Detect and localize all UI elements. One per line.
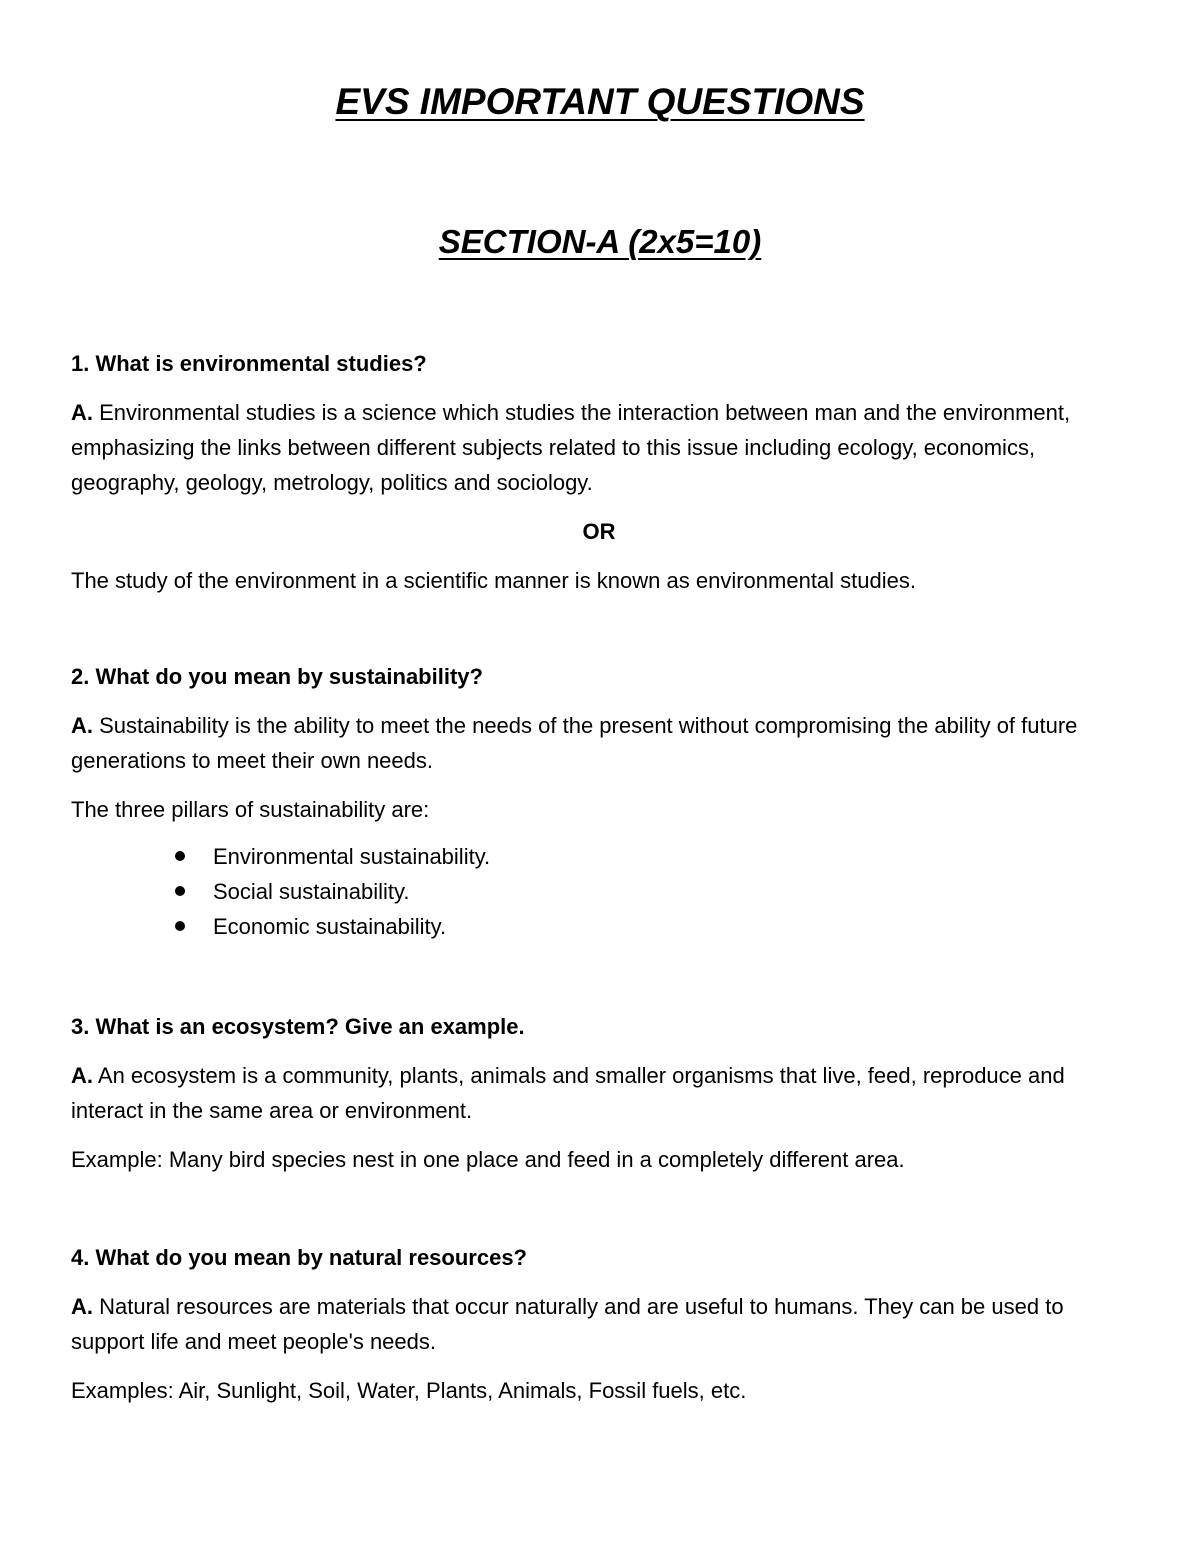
answer-4-text: Natural resources are materials that occur naturally and are useful to humans. They can be used to support life and meet people's needs. [71, 1294, 1064, 1354]
bullet-icon [175, 886, 185, 896]
question-2-text: 2. What do you mean by sustainability? [71, 664, 483, 689]
document-title: EVS IMPORTANT QUESTIONS [335, 81, 865, 122]
bullet-icon [175, 921, 185, 931]
question-4-text: 4. What do you mean by natural resources? [71, 1245, 527, 1270]
bullet-icon [175, 851, 185, 861]
or-separator: OR [582, 519, 616, 544]
list-item: Economic sustainability. [173, 909, 1131, 944]
question-block-2 [71, 659, 1131, 944]
answer-1-alternative: The study of the environment in a scientific manner is known as environmental studies. [71, 568, 916, 593]
question-block-3 [71, 1009, 1131, 1177]
ecosystem-example: Example: Many bird species nest in one place and feed in a completely different area. [71, 1147, 905, 1172]
answer-3-text: An ecosystem is a community, plants, animals and smaller organisms that live, feed, reproduce and interact in the same area or environment. [71, 1063, 1065, 1123]
pillars-intro: The three pillars of sustainability are: [71, 797, 430, 822]
list-item: Environmental sustainability. [173, 839, 1131, 874]
list-item: Social sustainability. [173, 874, 1131, 909]
question-1-text: 1. What is environmental studies? [71, 351, 427, 376]
pillars-list [71, 839, 1131, 944]
question-3-text: 3. What is an ecosystem? Give an example. [71, 1014, 525, 1039]
answer-1-text: Environmental studies is a science which studies the interaction between man and the environment, emphasizing the links between different subjects related to this issue including ecology, economics, geography, geology, metrology, politics and sociology. [71, 400, 1071, 495]
question-block-4 [71, 1240, 1131, 1408]
question-block-1 [71, 346, 1131, 598]
answer-2-label: A. [71, 713, 93, 738]
answer-4 [71, 1289, 1131, 1359]
answer-4-label: A. [71, 1294, 93, 1319]
section-heading: SECTION-A (2x5=10) [438, 223, 762, 260]
resources-examples: Examples: Air, Sunlight, Soil, Water, Plants, Animals, Fossil fuels, etc. [71, 1378, 747, 1403]
answer-1 [71, 395, 1131, 500]
answer-1-label: A. [71, 400, 93, 425]
answer-2 [71, 708, 1131, 778]
answer-2-text: Sustainability is the ability to meet the needs of the present without compromising the ability of future generations to meet their own needs. [71, 713, 1078, 773]
answer-3 [71, 1058, 1131, 1128]
answer-3-label: A. [71, 1063, 93, 1088]
